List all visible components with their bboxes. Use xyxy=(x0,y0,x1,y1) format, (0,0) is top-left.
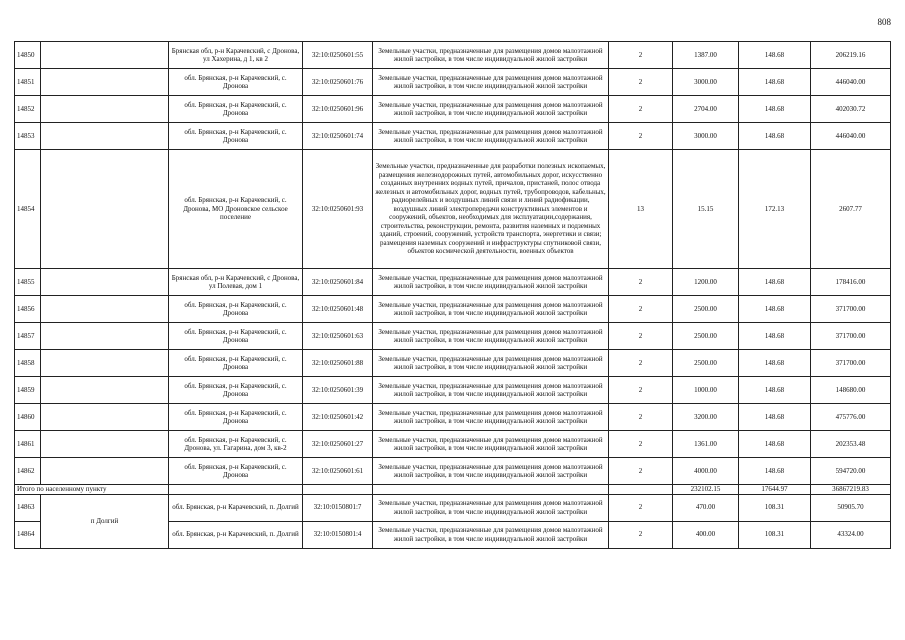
value-cell: 371700.00 xyxy=(811,296,891,323)
page-number: 808 xyxy=(877,17,891,27)
area-cell: 3200.00 xyxy=(673,404,739,431)
category-cell: 2 xyxy=(609,458,673,485)
land-use-cell: Земельные участки, предназначенные для размещения домов малоэтажной жилой застройки, в том числе индивидуальной жилой застройки xyxy=(373,404,609,431)
cadastral-number-cell: 32:10:0150801:7 xyxy=(303,494,373,521)
cadastral-number-cell: 32:10:0250601:84 xyxy=(303,269,373,296)
locality-cell xyxy=(41,269,169,296)
cadastral-number-cell: 32:10:0250601:88 xyxy=(303,350,373,377)
locality-cell xyxy=(41,150,169,269)
rate-cell: 148.68 xyxy=(739,404,811,431)
address-cell: обл. Брянская, р-н Карачевский, с. Дронова xyxy=(169,96,303,123)
land-use-cell: Земельные участки, предназначенные для размещения домов малоэтажной жилой застройки, в том числе индивидуальной жилой застройки xyxy=(373,123,609,150)
area-cell: 2500.00 xyxy=(673,350,739,377)
cadastral-number-cell: 32:10:0250601:63 xyxy=(303,323,373,350)
land-use-cell: Земельные участки, предназначенные для размещения домов малоэтажной жилой застройки, в том числе индивидуальной жилой застройки xyxy=(373,323,609,350)
category-cell: 2 xyxy=(609,269,673,296)
cadastral-number-cell: 32:10:0250601:61 xyxy=(303,458,373,485)
area-cell: 1361.00 xyxy=(673,431,739,458)
cadastral-number-cell: 32:10:0250601:96 xyxy=(303,96,373,123)
value-cell: 371700.00 xyxy=(811,350,891,377)
cadastral-value-table xyxy=(14,41,891,549)
address-cell: обл. Брянская, р-н Карачевский, с. Дронова xyxy=(169,458,303,485)
table-row xyxy=(15,69,891,96)
address-cell: обл. Брянская, р-н Карачевский, с. Дронова, МО Дроновское сельское поселение xyxy=(169,150,303,269)
category-cell: 2 xyxy=(609,431,673,458)
area-cell: 15.15 xyxy=(673,150,739,269)
land-use-cell: Земельные участки, предназначенные для разработки полезных ископаемых, размещения железнодорожных путей, автомобильных дорог, искусственно созданных внутренних водных путей, причалов, пристаней, полос отвода железных и автомобильных дорог, водных путей, трубопроводов, кабельных, радиорелейных и воздушных линий связи и линий радиофикации, воздушных линий электропередачи конструктивных элементов и сооружений, объектов, необходимых для эксплуатации,содержания, строительства, реконструкции, ремонта, развития наземных и подземных зданий, строений, сооружений, устройств транспорта, энергетики и связи; размещения наземных сооружений и инфраструктуры спутниковой связи, объектов космической деятельности, военных объектов xyxy=(373,150,609,269)
row-number: 14853 xyxy=(15,123,41,150)
rate-cell: 108.31 xyxy=(739,521,811,548)
address-cell: обл. Брянская, р-н Карачевский, с. Дронова xyxy=(169,123,303,150)
value-cell: 202353.48 xyxy=(811,431,891,458)
table-row xyxy=(15,42,891,69)
land-use-cell: Земельные участки, предназначенные для размещения домов малоэтажной жилой застройки, в том числе индивидуальной жилой застройки xyxy=(373,377,609,404)
land-use-cell: Земельные участки, предназначенные для размещения домов малоэтажной жилой застройки, в том числе индивидуальной жилой застройки xyxy=(373,458,609,485)
table-row xyxy=(15,458,891,485)
category-cell: 2 xyxy=(609,69,673,96)
area-cell: 3000.00 xyxy=(673,69,739,96)
area-cell: 1000.00 xyxy=(673,377,739,404)
locality-cell xyxy=(41,42,169,69)
rate-cell: 148.68 xyxy=(739,69,811,96)
area-cell: 1387.00 xyxy=(673,42,739,69)
land-use-cell: Земельные участки, предназначенные для размещения домов малоэтажной жилой застройки, в том числе индивидуальной жилой застройки xyxy=(373,96,609,123)
category-cell: 2 xyxy=(609,42,673,69)
locality-cell xyxy=(41,350,169,377)
subtotal-value: 36867219.83 xyxy=(811,485,891,495)
category-cell: 2 xyxy=(609,494,673,521)
row-number: 14851 xyxy=(15,69,41,96)
address-cell: обл. Брянская, р-н Карачевский, с. Дронова xyxy=(169,296,303,323)
locality-cell xyxy=(41,458,169,485)
row-number: 14855 xyxy=(15,269,41,296)
row-number: 14854 xyxy=(15,150,41,269)
locality-cell xyxy=(41,404,169,431)
address-cell: обл. Брянская, р-н Карачевский, п. Долгий xyxy=(169,494,303,521)
value-cell: 43324.00 xyxy=(811,521,891,548)
locality-cell xyxy=(41,69,169,96)
category-cell: 2 xyxy=(609,123,673,150)
rate-cell: 172.13 xyxy=(739,150,811,269)
category-cell: 2 xyxy=(609,404,673,431)
row-number: 14857 xyxy=(15,323,41,350)
row-number: 14859 xyxy=(15,377,41,404)
cadastral-number-cell: 32:10:0250601:39 xyxy=(303,377,373,404)
category-cell: 2 xyxy=(609,377,673,404)
table-row xyxy=(15,150,891,269)
value-cell: 371700.00 xyxy=(811,323,891,350)
row-number: 14850 xyxy=(15,42,41,69)
category-cell: 13 xyxy=(609,150,673,269)
value-cell: 475776.00 xyxy=(811,404,891,431)
area-cell: 1200.00 xyxy=(673,269,739,296)
locality-cell xyxy=(41,296,169,323)
row-number: 14864 xyxy=(15,521,41,548)
table-row xyxy=(15,350,891,377)
area-cell: 470.00 xyxy=(673,494,739,521)
category-cell: 2 xyxy=(609,323,673,350)
rate-cell: 148.68 xyxy=(739,431,811,458)
category-cell: 2 xyxy=(609,521,673,548)
cadastral-number-cell: 32:10:0250601:74 xyxy=(303,123,373,150)
land-use-cell: Земельные участки, предназначенные для размещения домов малоэтажной жилой застройки, в том числе индивидуальной жилой застройки xyxy=(373,269,609,296)
row-number: 14856 xyxy=(15,296,41,323)
rate-cell: 108.31 xyxy=(739,494,811,521)
subtotal-section xyxy=(15,485,891,495)
row-number: 14860 xyxy=(15,404,41,431)
address-cell: Брянская обл, р-н Карачевский, с Дронова, ул Хахерина, д 1, кв 2 xyxy=(169,42,303,69)
address-cell: обл. Брянская, р-н Карачевский, п. Долгий xyxy=(169,521,303,548)
locality-label: п Долгий xyxy=(41,494,169,548)
table-row xyxy=(15,377,891,404)
area-cell: 2704.00 xyxy=(673,96,739,123)
cadastral-number-cell: 32:10:0250601:55 xyxy=(303,42,373,69)
subtotal-area: 232102.15 xyxy=(673,485,739,495)
rate-cell: 148.68 xyxy=(739,458,811,485)
subtotal-rate: 17644.97 xyxy=(739,485,811,495)
value-cell: 206219.16 xyxy=(811,42,891,69)
rate-cell: 148.68 xyxy=(739,269,811,296)
rate-cell: 148.68 xyxy=(739,42,811,69)
cadastral-number-cell: 32:10:0150801:4 xyxy=(303,521,373,548)
value-cell: 446040.00 xyxy=(811,123,891,150)
value-cell: 446040.00 xyxy=(811,69,891,96)
address-cell: обл. Брянская, р-н Карачевский, с. Дронова xyxy=(169,350,303,377)
row-number: 14858 xyxy=(15,350,41,377)
row-number: 14852 xyxy=(15,96,41,123)
area-cell: 3000.00 xyxy=(673,123,739,150)
address-cell: обл. Брянская, р-н Карачевский, с. Дронова xyxy=(169,377,303,404)
address-cell: Брянская обл, р-н Карачевский, с Дронова, ул Полевая, дом 1 xyxy=(169,269,303,296)
value-cell: 148680.00 xyxy=(811,377,891,404)
cadastral-number-cell: 32:10:0250601:48 xyxy=(303,296,373,323)
table-row xyxy=(15,323,891,350)
value-cell: 178416.00 xyxy=(811,269,891,296)
value-cell: 2607.77 xyxy=(811,150,891,269)
table-row xyxy=(15,269,891,296)
rate-cell: 148.68 xyxy=(739,96,811,123)
locality-cell xyxy=(41,377,169,404)
category-cell: 2 xyxy=(609,350,673,377)
land-use-cell: Земельные участки, предназначенные для размещения домов малоэтажной жилой застройки, в том числе индивидуальной жилой застройки xyxy=(373,494,609,521)
rate-cell: 148.68 xyxy=(739,323,811,350)
subtotal-label: Итого по населенному пункту xyxy=(15,485,169,495)
address-cell: обл. Брянская, р-н Карачевский, с. Дронова xyxy=(169,404,303,431)
address-cell: обл. Брянская, р-н Карачевский, с. Дронова xyxy=(169,323,303,350)
value-cell: 50905.70 xyxy=(811,494,891,521)
cadastral-number-cell: 32:10:0250601:93 xyxy=(303,150,373,269)
area-cell: 2500.00 xyxy=(673,296,739,323)
rate-cell: 148.68 xyxy=(739,377,811,404)
table-row xyxy=(15,123,891,150)
subtotal-row xyxy=(15,485,891,495)
row-number: 14861 xyxy=(15,431,41,458)
table-body-locality xyxy=(15,494,891,548)
table-row xyxy=(15,494,891,521)
land-use-cell: Земельные участки, предназначенные для размещения домов малоэтажной жилой застройки, в том числе индивидуальной жилой застройки xyxy=(373,431,609,458)
table-row xyxy=(15,96,891,123)
table-row xyxy=(15,296,891,323)
value-cell: 594720.00 xyxy=(811,458,891,485)
row-number: 14863 xyxy=(15,494,41,521)
cadastral-number-cell: 32:10:0250601:27 xyxy=(303,431,373,458)
table-row xyxy=(15,404,891,431)
value-cell: 402030.72 xyxy=(811,96,891,123)
land-use-cell: Земельные участки, предназначенные для размещения домов малоэтажной жилой застройки, в том числе индивидуальной жилой застройки xyxy=(373,69,609,96)
area-cell: 2500.00 xyxy=(673,323,739,350)
table-row xyxy=(15,431,891,458)
land-use-cell: Земельные участки, предназначенные для размещения домов малоэтажной жилой застройки, в том числе индивидуальной жилой застройки xyxy=(373,521,609,548)
locality-cell xyxy=(41,96,169,123)
locality-cell xyxy=(41,431,169,458)
table-body xyxy=(15,42,891,485)
area-cell: 400.00 xyxy=(673,521,739,548)
address-cell: обл. Брянская, р-н Карачевский, с. Дронова, ул. Гагарина, дом 3, кв-2 xyxy=(169,431,303,458)
cadastral-number-cell: 32:10:0250601:42 xyxy=(303,404,373,431)
row-number: 14862 xyxy=(15,458,41,485)
rate-cell: 148.68 xyxy=(739,123,811,150)
rate-cell: 148.68 xyxy=(739,296,811,323)
rate-cell: 148.68 xyxy=(739,350,811,377)
category-cell: 2 xyxy=(609,96,673,123)
locality-cell xyxy=(41,123,169,150)
area-cell: 4000.00 xyxy=(673,458,739,485)
land-use-cell: Земельные участки, предназначенные для размещения домов малоэтажной жилой застройки, в том числе индивидуальной жилой застройки xyxy=(373,296,609,323)
locality-cell xyxy=(41,323,169,350)
cadastral-number-cell: 32:10:0250601:76 xyxy=(303,69,373,96)
address-cell: обл. Брянская, р-н Карачевский, с. Дронова xyxy=(169,69,303,96)
land-use-cell: Земельные участки, предназначенные для размещения домов малоэтажной жилой застройки, в том числе индивидуальной жилой застройки xyxy=(373,350,609,377)
land-use-cell: Земельные участки, предназначенные для размещения домов малоэтажной жилой застройки, в том числе индивидуальной жилой застройки xyxy=(373,42,609,69)
category-cell: 2 xyxy=(609,296,673,323)
